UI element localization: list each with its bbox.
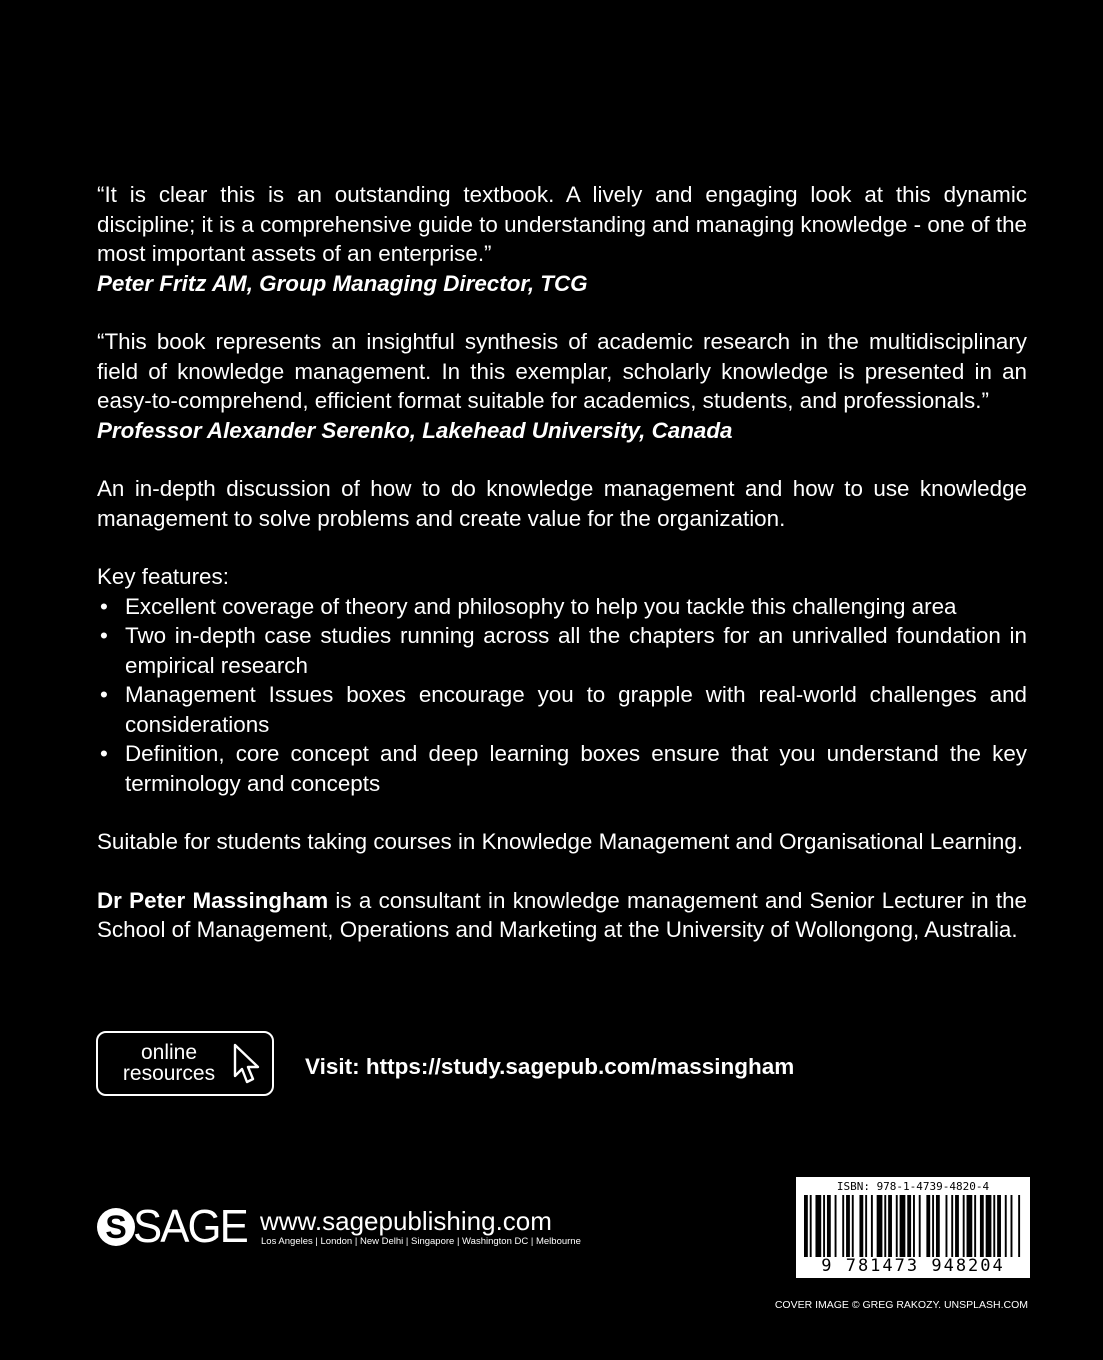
barcode-bar <box>823 1195 825 1257</box>
barcode-bar <box>974 1195 976 1257</box>
bullet-icon: • <box>100 593 108 619</box>
publisher-url[interactable]: www.sagepublishing.com <box>260 1206 552 1236</box>
barcode-bar <box>919 1195 921 1257</box>
bullet-icon: • <box>100 741 108 766</box>
barcode-bar <box>997 1195 1001 1257</box>
description: An in-depth discussion of how to do knowledge management and how to use knowledge management to solve problems and create value for the organization. <box>97 476 1027 531</box>
barcode-bar <box>846 1195 850 1257</box>
list-item: • Excellent coverage of theory and philosophy to help you tackle this challenging area <box>97 592 1027 622</box>
barcode-bar <box>888 1195 892 1257</box>
author-bio <box>97 886 1027 945</box>
barcode-bars <box>804 1195 1022 1257</box>
list-item: • Management Issues boxes encourage you to grapple with real-world challenges and considerations <box>100 682 1027 737</box>
list-item: • Definition, core concept and deep learning boxes ensure that you understand the key terminology and concepts <box>100 741 1027 796</box>
quote-2-attribution: Professor Alexander Serenko, Lakehead University, Canada <box>97 417 733 443</box>
list-item: • Two in-depth case studies running across all the chapters for an unrivalled foundation in empirical research <box>100 623 1027 678</box>
barcode-bar <box>1011 1195 1013 1257</box>
ean-number: 9 781473 948204 <box>821 1256 1005 1276</box>
bullet-icon: • <box>100 682 108 707</box>
barcode-bar <box>835 1195 837 1257</box>
barcode-bar <box>859 1195 863 1257</box>
barcode-bar <box>932 1195 934 1257</box>
barcode-bar <box>926 1195 930 1257</box>
publisher-cities: Los Angeles | London | New Delhi | Singapore | Washington DC | Melbourne <box>261 1236 581 1247</box>
cursor-icon <box>232 1043 262 1087</box>
isbn-text: ISBN: 978-1-4739-4820-4 <box>836 1180 990 1193</box>
barcode-bar <box>955 1195 959 1257</box>
barcode <box>796 1177 1030 1278</box>
barcode-bar <box>865 1195 867 1257</box>
barcode-bar <box>871 1195 873 1257</box>
author-bio-text: is a consultant in knowledge management and Senior Lecturer in the School of Management, Operations and Marketing at the University of Wollongong, Australia. <box>97 887 1027 942</box>
barcode-bar <box>877 1195 883 1257</box>
barcode-bar <box>907 1195 911 1257</box>
svg-text:S: S <box>105 1209 127 1245</box>
barcode-bar <box>936 1195 940 1257</box>
publisher-name: SAGE <box>133 1200 247 1252</box>
bullet-icon: • <box>100 623 108 648</box>
cover-image-credit: COVER IMAGE © GREG RAKOZY. UNSPLASH.COM <box>774 1299 1028 1311</box>
suitable-for: Suitable for students taking courses in Knowledge Management and Organisational Learning. <box>97 829 1024 854</box>
author-name: Dr Peter Massingham <box>97 887 329 913</box>
barcode-bar <box>900 1195 906 1257</box>
sage-logo-icon <box>96 1205 136 1249</box>
barcode-bar <box>804 1195 808 1257</box>
quote-2: “This book represents an insightful synthesis of academic research in the multidisciplinary field of knowledge management. In this exemplar, scholarly knowledge is presented in an easy-to-comprehend, efficient format suitable for academics, students, and professionals.” <box>97 329 1027 413</box>
barcode-bar <box>946 1195 948 1257</box>
barcode-bar <box>896 1195 898 1257</box>
barcode-bar <box>842 1195 844 1257</box>
barcode-bar <box>951 1195 953 1257</box>
online-label: online <box>140 1041 198 1064</box>
barcode-bar <box>810 1195 812 1257</box>
barcode-bar <box>963 1195 965 1257</box>
barcode-bar <box>852 1195 854 1257</box>
barcode-bar <box>967 1195 973 1257</box>
visit-url-link[interactable]: Visit: https://study.sagepub.com/massingham <box>305 1054 795 1079</box>
barcode-bar <box>815 1195 821 1257</box>
barcode-bar <box>980 1195 984 1257</box>
key-features-list <box>97 592 1027 799</box>
quote-1-attribution: Peter Fritz AM, Group Managing Director, TCG <box>97 270 588 296</box>
barcode-bar <box>1005 1195 1007 1257</box>
resources-label: resources <box>122 1062 216 1085</box>
barcode-bar <box>986 1195 992 1257</box>
barcode-bar <box>1018 1195 1020 1257</box>
quote-1: “It is clear this is an outstanding textbook. A lively and engaging look at this dynamic discipline; it is a comprehensive guide to understanding and managing knowledge - one of the most important assets of an enterprise.” <box>97 182 1027 266</box>
barcode-bar <box>827 1195 831 1257</box>
back-cover-text <box>97 180 1027 945</box>
online-resources-badge[interactable] <box>96 1031 274 1096</box>
barcode-bar <box>884 1195 886 1257</box>
key-features-heading: Key features: <box>97 564 229 589</box>
barcode-bar <box>913 1195 915 1257</box>
barcode-bar <box>993 1195 995 1257</box>
